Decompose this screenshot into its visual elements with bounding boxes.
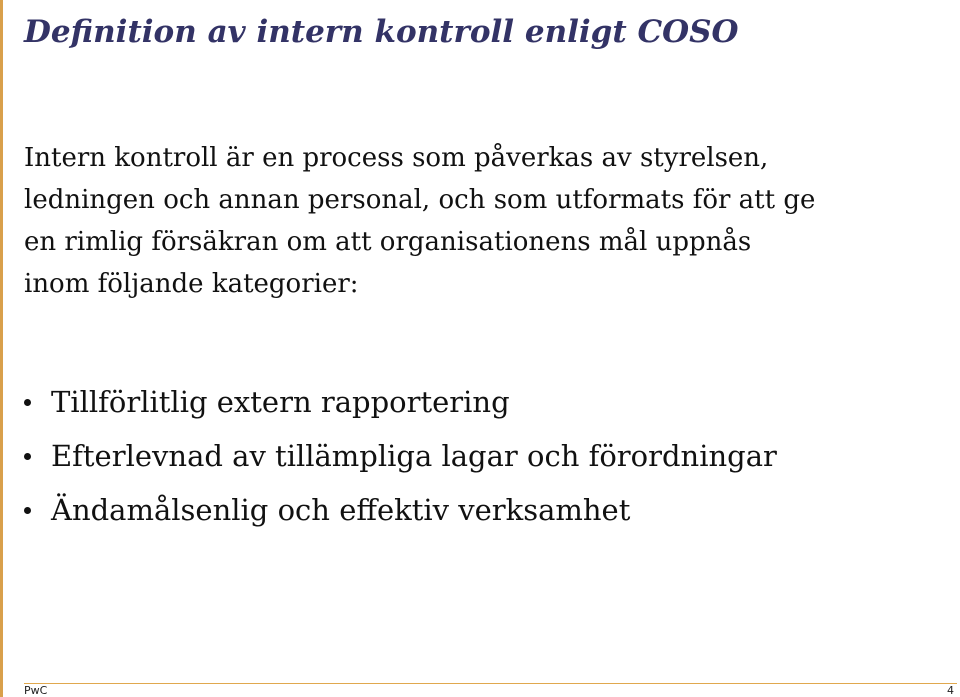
category-item-reporting <box>24 375 777 429</box>
category-label: Efterlevnad av tillämpliga lagar och förordningar <box>51 439 777 473</box>
definition-line: inom följande kategorier: <box>24 269 359 299</box>
page-number: 4 <box>947 684 954 697</box>
category-label: Ändamålsenlig och effektiv verksamhet <box>51 493 631 527</box>
footer-divider <box>24 683 957 684</box>
bullet-icon <box>24 399 31 406</box>
category-label: Tillförlitlig extern rapportering <box>51 385 510 419</box>
definition-line: ledningen och annan personal, och som utformats för att ge <box>24 185 816 215</box>
definition-paragraph <box>24 137 954 305</box>
left-accent-rule <box>0 0 3 697</box>
bullet-icon <box>24 507 31 514</box>
slide-title: Definition av intern kontroll enligt COSO <box>24 14 739 50</box>
category-item-operations <box>24 483 777 537</box>
category-list <box>24 375 777 537</box>
definition-line: Intern kontroll är en process som påverkas av styrelsen, <box>24 143 769 173</box>
bullet-icon <box>24 453 31 460</box>
category-item-compliance <box>24 429 777 483</box>
footer-brand: PwC <box>24 684 48 697</box>
definition-line: en rimlig försäkran om att organisationens mål uppnås <box>24 227 752 257</box>
